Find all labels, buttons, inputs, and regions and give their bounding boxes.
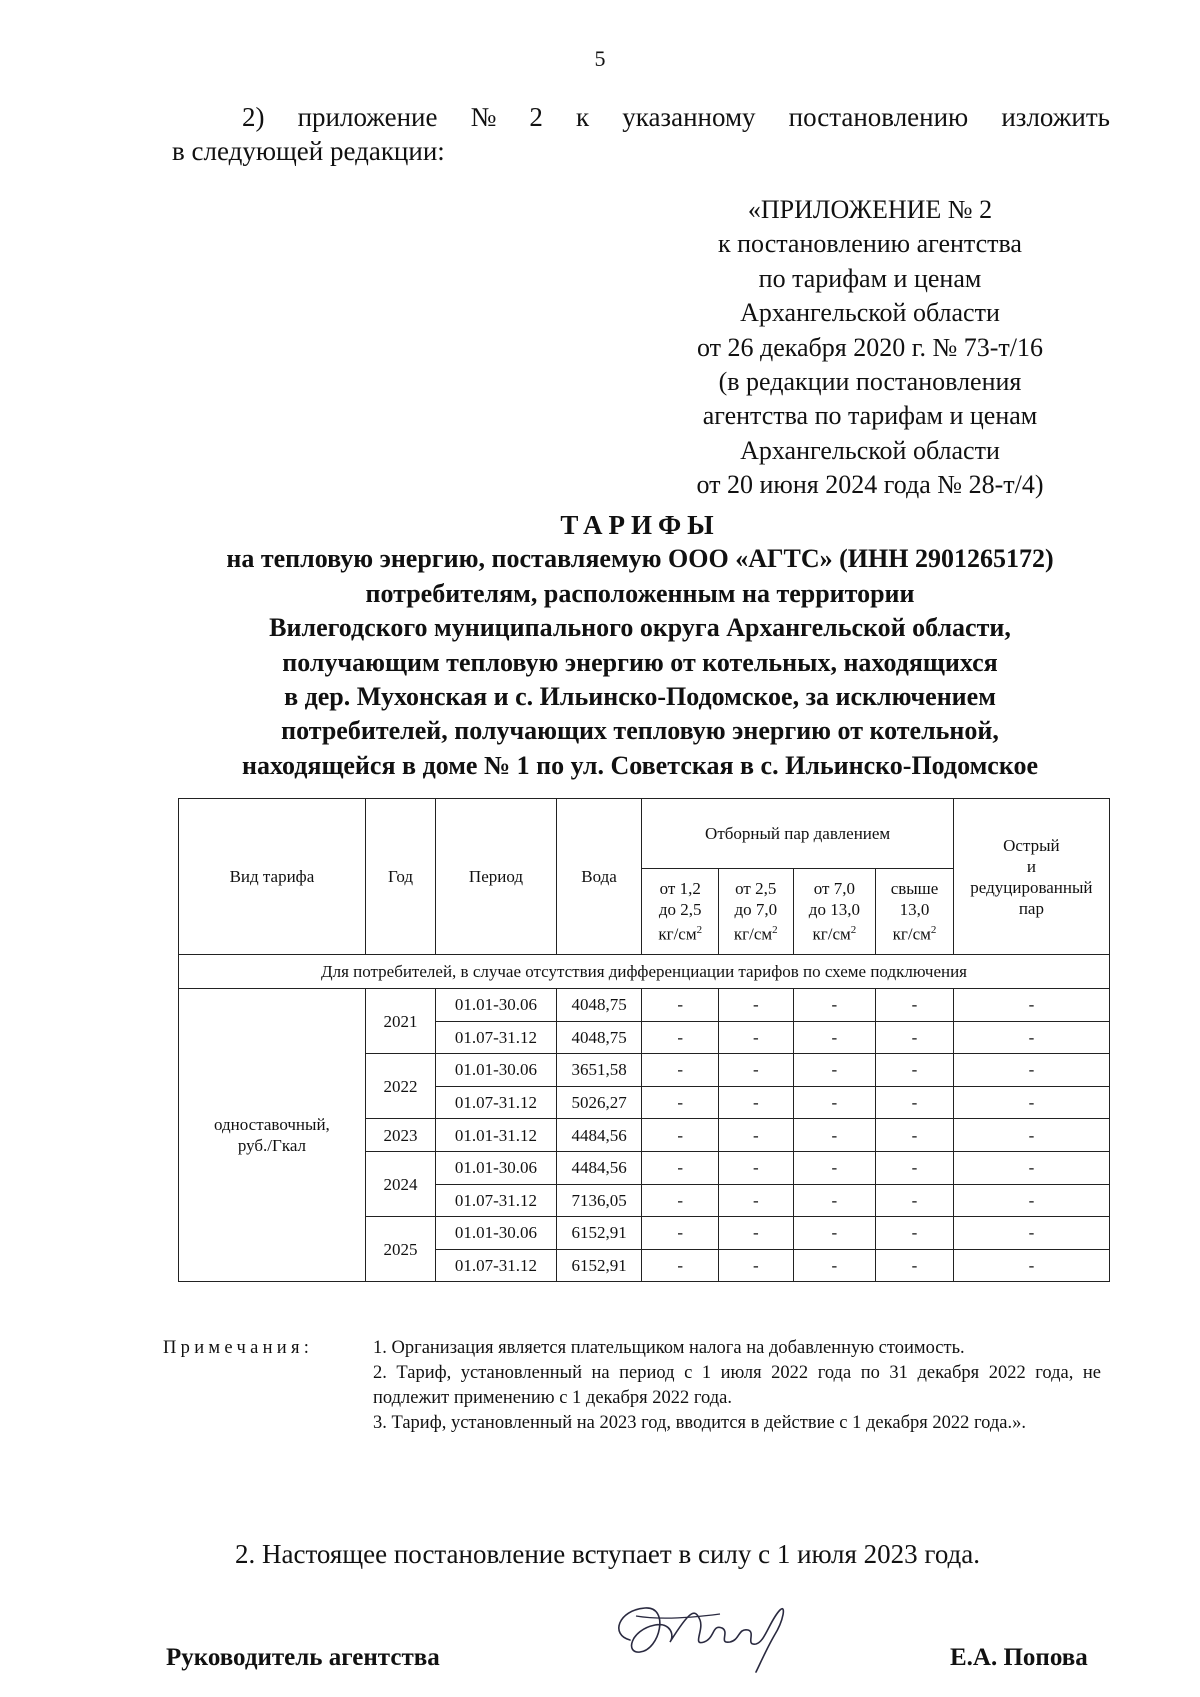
table-row (179, 989, 1110, 1022)
appendix-header (640, 193, 1100, 503)
header-steam-group: Отборный пар давлением (642, 799, 953, 869)
header-year: Год (365, 799, 435, 955)
subtitle-line: находящейся в доме № 1 по ул. Советская в с. Ильинско-Подомское (241, 750, 1039, 780)
signatory-title: Руководитель агентства (166, 1644, 440, 1671)
period-cell: 01.07-31.12 (436, 1086, 556, 1119)
value-cell: - (719, 1151, 794, 1184)
value-cell: - (719, 1054, 794, 1087)
header-steam-col (642, 869, 719, 955)
document-title: ТАРИФЫ (560, 510, 720, 540)
value-cell: - (876, 1184, 954, 1217)
value-cell: - (719, 1184, 794, 1217)
appendix-line: по тарифам и ценам (758, 263, 982, 293)
section-label: Для потребителей, в случае отсутствия дифференциации тарифов по схеме подключения (179, 955, 1110, 989)
appendix-line: Архангельской области (740, 435, 1000, 465)
value-cell: - (642, 1054, 719, 1087)
steam-col-line2: до 7,0 (734, 900, 778, 920)
value-cell: - (953, 1151, 1109, 1184)
value-cell: - (642, 1184, 719, 1217)
steam-col-line1: от 2,5 (735, 879, 777, 899)
water-cell: 7136,05 (556, 1184, 642, 1217)
final-clause: 2. Настоящее постановление вступает в силу с 1 июля 2023 года. (235, 1539, 981, 1569)
steam-col-unit: $кг/см^2$ (658, 924, 703, 944)
signature (600, 1580, 800, 1685)
value-cell: - (953, 1119, 1109, 1152)
water-cell: 4484,56 (556, 1151, 642, 1184)
value-cell: - (793, 1021, 876, 1054)
value-cell: - (642, 1217, 719, 1250)
note-item: 1. Организация является плательщиком налога на добавленную стоимость. (373, 1338, 965, 1358)
document-subtitle (120, 542, 1160, 783)
steam-col-line2: 13,0 (899, 900, 930, 920)
header-tariff-type: Вид тарифа (179, 799, 366, 955)
steam-col-unit: $кг/см^2$ (733, 924, 778, 944)
tariff-type-cell (179, 989, 366, 1282)
subtitle-line: потребителей, получающих тепловую энергию от котельной, (281, 716, 999, 746)
appendix-line: Архангельской области (740, 298, 1000, 328)
header-water: Вода (556, 799, 642, 955)
value-cell: - (719, 1021, 794, 1054)
value-cell: - (642, 1119, 719, 1152)
intro-word: указанному (622, 102, 756, 132)
water-cell: 6152,91 (556, 1217, 642, 1250)
period-cell: 01.01-30.06 (436, 989, 556, 1022)
appendix-line: «ПРИЛОЖЕНИЕ № 2 (747, 195, 993, 224)
value-cell: - (719, 989, 794, 1022)
water-cell: 3651,58 (556, 1054, 642, 1087)
note-item: 2. Тариф, установленный на период с 1 июля 2022 года по 31 декабря 2022 года, не подлежит применению с 1 декабря 2022 года. (373, 1363, 1101, 1408)
header-period: Период (436, 799, 556, 955)
value-cell: - (876, 1086, 954, 1119)
steam-col-line1: свыше (890, 879, 939, 899)
note-item: 3. Тариф, установленный на 2023 год, вводится в действие с 1 декабря 2022 года.». (373, 1413, 1026, 1433)
value-cell: - (876, 1119, 954, 1152)
intro-line-2: в следующей редакции: (172, 136, 445, 166)
intro-word: постановлению (788, 102, 969, 132)
value-cell: - (793, 1119, 876, 1152)
intro-word: изложить (1001, 102, 1110, 132)
header-sharp-line2: и (1026, 856, 1036, 876)
header-steam-col (793, 869, 876, 955)
value-cell: - (793, 1184, 876, 1217)
water-cell: 4484,56 (556, 1119, 642, 1152)
period-cell: 01.01-30.06 (436, 1217, 556, 1250)
header-steam-col (719, 869, 794, 955)
value-cell: - (642, 1151, 719, 1184)
steam-col-unit: $кг/см^2$ (812, 924, 857, 944)
value-cell: - (876, 989, 954, 1022)
intro-word: 2 (529, 102, 543, 132)
value-cell: - (793, 989, 876, 1022)
tariff-table (178, 798, 1110, 1282)
value-cell: - (793, 1249, 876, 1282)
subtitle-line: Вилегодского муниципального округа Архангельской области, (269, 613, 1011, 643)
tariff-type-line2: руб./Гкал (237, 1136, 306, 1156)
period-cell: 01.07-31.12 (436, 1021, 556, 1054)
year-cell: 2023 (365, 1119, 435, 1152)
signatory-name: Е.А. Попова (950, 1644, 1088, 1671)
header-sharp-line1: Острый (1003, 835, 1060, 855)
appendix-line: от 26 декабря 2020 г. № 73-т/16 (696, 332, 1044, 362)
value-cell: - (953, 1086, 1109, 1119)
period-cell: 01.07-31.12 (436, 1249, 556, 1282)
appendix-line: (в редакции постановления (718, 367, 1022, 397)
appendix-line: от 20 июня 2024 года № 28-т/4) (696, 470, 1044, 500)
notes-label: Примечания: (163, 1338, 314, 1358)
intro-word: к (576, 102, 590, 132)
appendix-line: агентства по тарифам и ценам (702, 401, 1038, 431)
value-cell: - (719, 1217, 794, 1250)
value-cell: - (719, 1086, 794, 1119)
steam-col-line2: до 13,0 (808, 900, 860, 920)
value-cell: - (719, 1249, 794, 1282)
value-cell: - (793, 1086, 876, 1119)
value-cell: - (876, 1151, 954, 1184)
notes-list (373, 1336, 1101, 1436)
steam-col-line1: от 1,2 (659, 879, 701, 899)
intro-paragraph (172, 100, 1110, 168)
water-cell: 6152,91 (556, 1249, 642, 1282)
tariff-type-line1: одноставочный, (214, 1115, 330, 1135)
value-cell: - (642, 1021, 719, 1054)
value-cell: - (642, 1086, 719, 1119)
year-cell: 2022 (365, 1054, 435, 1119)
header-steam-col (876, 869, 954, 955)
period-cell: 01.01-30.06 (436, 1054, 556, 1087)
page-number: 5 (594, 46, 606, 71)
subtitle-line: потребителям, расположенным на территории (365, 578, 915, 608)
period-cell: 01.01-30.06 (436, 1151, 556, 1184)
value-cell: - (876, 1021, 954, 1054)
header-sharp-line3: редуцированный (970, 877, 1093, 897)
subtitle-line: получающим тепловую энергию от котельных, находящихся (282, 647, 998, 677)
intro-line-1 (172, 100, 1110, 134)
water-cell: 4048,75 (556, 989, 642, 1022)
intro-word: приложение (297, 102, 438, 132)
header-sharp-steam (953, 799, 1109, 955)
value-cell: - (719, 1119, 794, 1152)
value-cell: - (953, 1249, 1109, 1282)
subtitle-line: в дер. Мухонская и с. Ильинско-Подомское, за исключением (284, 682, 996, 712)
period-cell: 01.07-31.12 (436, 1184, 556, 1217)
value-cell: - (876, 1054, 954, 1087)
intro-word: № (470, 102, 497, 132)
period-cell: 01.01-31.12 (436, 1119, 556, 1152)
value-cell: - (953, 1021, 1109, 1054)
value-cell: - (642, 1249, 719, 1282)
value-cell: - (793, 1054, 876, 1087)
water-cell: 5026,27 (556, 1086, 642, 1119)
value-cell: - (876, 1217, 954, 1250)
year-cell: 2024 (365, 1151, 435, 1216)
document-title-block (120, 508, 1160, 783)
value-cell: - (793, 1217, 876, 1250)
year-cell: 2021 (365, 989, 435, 1054)
value-cell: - (953, 1184, 1109, 1217)
value-cell: - (953, 1054, 1109, 1087)
value-cell: - (876, 1249, 954, 1282)
steam-col-line1: от 7,0 (813, 879, 855, 899)
value-cell: - (642, 989, 719, 1022)
year-cell: 2025 (365, 1217, 435, 1282)
signature-icon (600, 1580, 800, 1680)
steam-col-line2: до 2,5 (658, 900, 702, 920)
value-cell: - (793, 1151, 876, 1184)
subtitle-line: на тепловую энергию, поставляемую ООО «АГТС» (ИНН 2901265172) (226, 544, 1054, 574)
intro-word: 2) (242, 102, 265, 132)
value-cell: - (953, 989, 1109, 1022)
water-cell: 4048,75 (556, 1021, 642, 1054)
header-sharp-line4: пар (1018, 898, 1044, 918)
value-cell: - (953, 1217, 1109, 1250)
steam-col-unit: $кг/см^2$ (892, 924, 937, 944)
appendix-line: к постановлению агентства (718, 229, 1022, 259)
